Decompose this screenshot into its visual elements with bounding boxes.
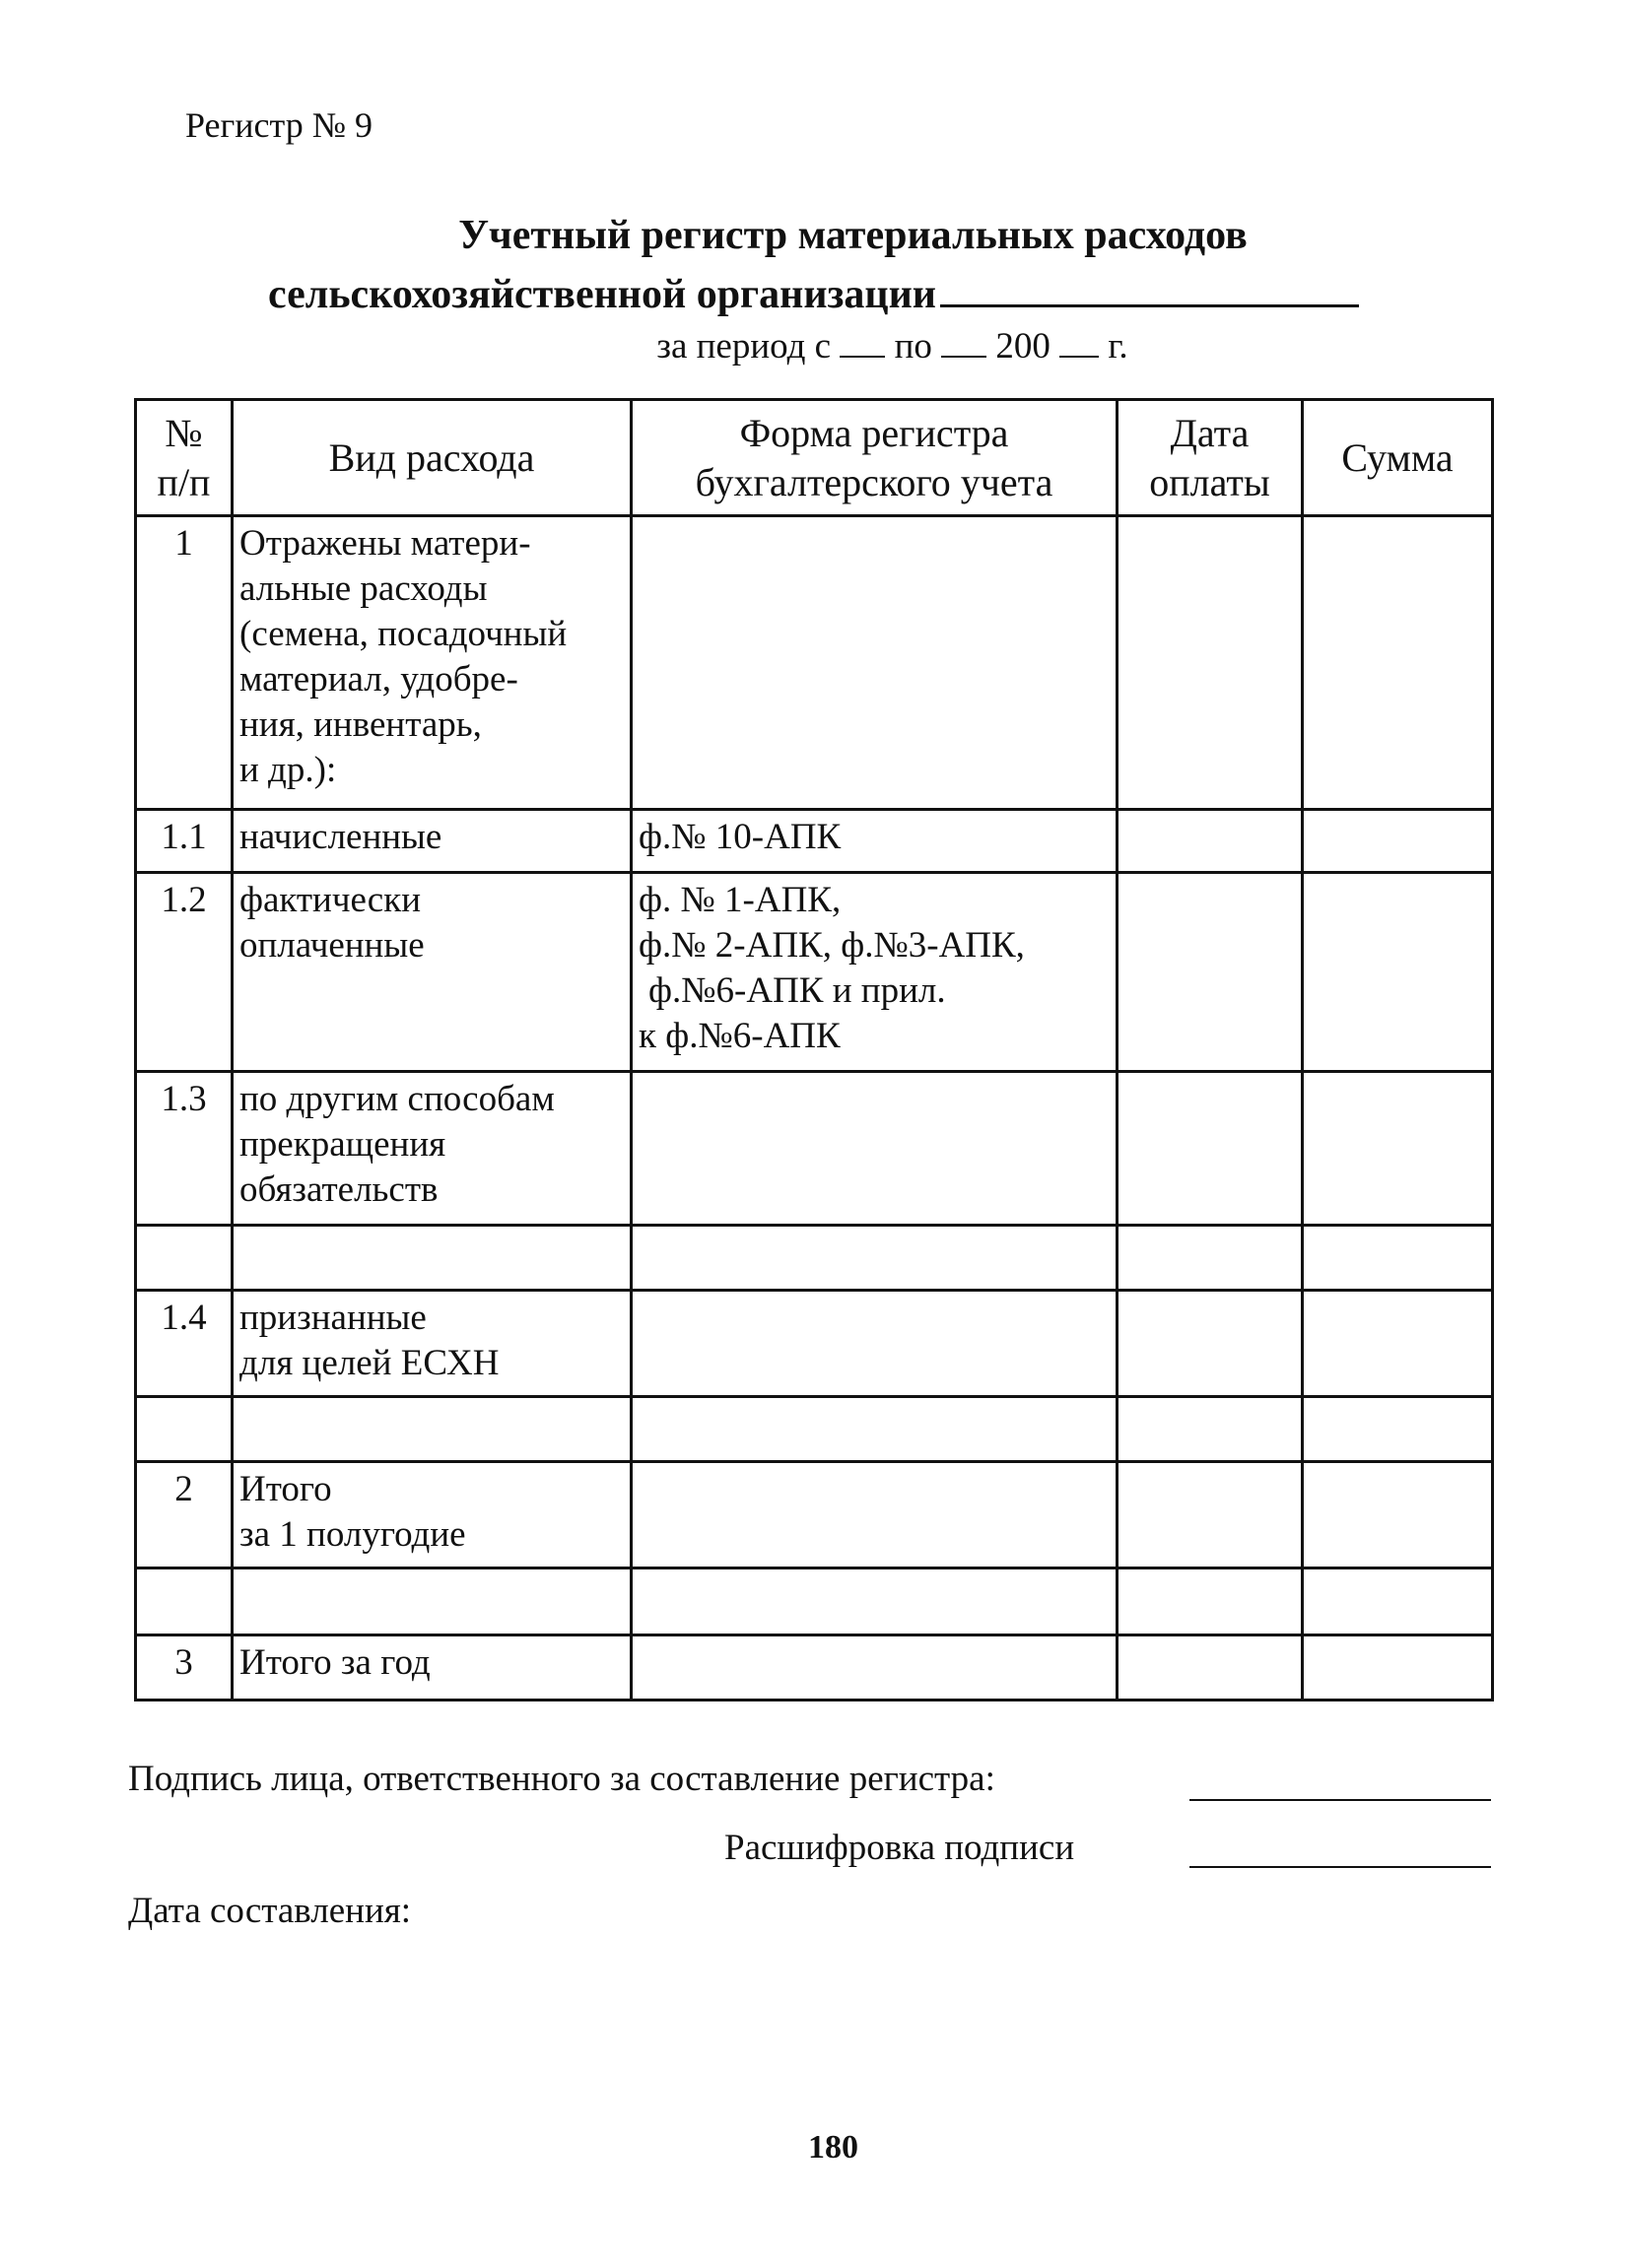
row-sum-cell[interactable]: [1303, 873, 1493, 1072]
header-date: [1118, 400, 1303, 516]
period-from-blank: [840, 326, 885, 358]
row-num-cell: 1: [136, 516, 233, 810]
row-num-cell: 1.1: [136, 810, 233, 873]
row-sum-cell[interactable]: [1303, 810, 1493, 873]
row-kind-cell: [233, 1291, 632, 1397]
row-form-cell: [632, 873, 1118, 1072]
row-form-cell: [632, 516, 1118, 810]
row-form-cell: [632, 1072, 1118, 1226]
row-sum-cell[interactable]: [1303, 1635, 1493, 1701]
header-form-line1: Форма регистра: [739, 410, 1009, 455]
row-form-cell: [632, 1226, 1118, 1291]
compilation-date-label: Дата составления:: [128, 1891, 412, 1931]
row-date-cell[interactable]: [1118, 1568, 1303, 1635]
header-form-line2: бухгалтерского учета: [695, 459, 1053, 504]
row-form-line: ф.№6-АПК и прил.: [648, 970, 946, 1011]
row-form-cell: [632, 1291, 1118, 1397]
row-date-cell[interactable]: [1118, 1462, 1303, 1568]
period-year: 200: [995, 326, 1051, 367]
row-kind-cell: [233, 1397, 632, 1462]
signature-decode-line: [1189, 1866, 1491, 1868]
row-sum-cell[interactable]: [1303, 1291, 1493, 1397]
period-suffix: г.: [1108, 326, 1128, 367]
row-sum-cell[interactable]: [1303, 1072, 1493, 1226]
header-sum: Сумма: [1303, 400, 1493, 516]
row-form-cell: [632, 810, 1118, 873]
row-date-cell[interactable]: [1118, 1291, 1303, 1397]
row-kind-cell: [233, 1226, 632, 1291]
row-form-cell: [632, 1635, 1118, 1701]
period-by: по: [894, 326, 932, 367]
row-kind-line: за 1 полугодие: [239, 1514, 466, 1555]
table-row: [136, 1397, 1493, 1462]
row-date-cell[interactable]: [1118, 1635, 1303, 1701]
row-kind-line: Отражены матери-: [239, 523, 531, 564]
table-row: [136, 873, 1493, 1072]
table-row: [136, 1635, 1493, 1701]
row-kind-line: и др.):: [239, 750, 337, 790]
table-row: [136, 1291, 1493, 1397]
table-row: [136, 1072, 1493, 1226]
row-kind-line: фактически: [239, 880, 422, 920]
row-form-cell: [632, 1568, 1118, 1635]
row-kind-line: для целей ЕСХН: [239, 1343, 500, 1383]
signature-line: [1189, 1799, 1491, 1801]
row-date-cell[interactable]: [1118, 1226, 1303, 1291]
header-kind: Вид расхода: [233, 400, 632, 516]
register-number: Регистр № 9: [185, 105, 373, 145]
row-form-cell: [632, 1397, 1118, 1462]
header-num-line1: №: [165, 410, 203, 455]
header-num: [136, 400, 233, 516]
row-num-cell: [136, 1397, 233, 1462]
document-title-line2: [0, 264, 1627, 325]
row-form-line: к ф.№6-АПК: [639, 1016, 841, 1056]
row-kind-cell: [233, 810, 632, 873]
document-title-line2-text: сельскохозяйственной организации: [267, 272, 936, 317]
row-date-cell[interactable]: [1118, 1397, 1303, 1462]
signature-label: Подпись лица, ответственного за составление регистра:: [128, 1759, 995, 1799]
row-num-cell: [136, 1226, 233, 1291]
row-kind-line: начисленные: [239, 817, 442, 857]
row-kind-cell: [233, 516, 632, 810]
row-form-cell: [632, 1462, 1118, 1568]
row-date-cell[interactable]: [1118, 1072, 1303, 1226]
row-kind-cell: [233, 873, 632, 1072]
table-row: [136, 1568, 1493, 1635]
row-date-cell[interactable]: [1118, 873, 1303, 1072]
row-num-cell: 3: [136, 1635, 233, 1701]
document-title-line1: Учетный регистр материальных расходов: [458, 213, 1248, 258]
row-form-line: ф.№ 10-АПК: [639, 817, 842, 857]
page-number: 180: [808, 2129, 858, 2166]
row-form-line: ф. № 1-АПК,: [639, 880, 842, 920]
row-kind-line: альные расходы: [239, 568, 488, 609]
period-to-blank: [941, 326, 986, 358]
row-kind-cell: [233, 1635, 632, 1701]
row-num-cell: [136, 1568, 233, 1635]
row-kind-line: Итого за год: [239, 1642, 431, 1683]
row-kind-line: Итого: [239, 1469, 332, 1509]
row-form-line: ф.№ 2-АПК, ф.№3-АПК,: [639, 925, 1025, 966]
row-sum-cell[interactable]: [1303, 516, 1493, 810]
row-kind-line: материал, удобре-: [239, 659, 518, 700]
row-date-cell[interactable]: [1118, 516, 1303, 810]
table-row: [136, 1226, 1493, 1291]
table-body: [136, 516, 1493, 1701]
row-num-cell: 1.4: [136, 1291, 233, 1397]
row-kind-cell: [233, 1462, 632, 1568]
row-num-cell: 1.3: [136, 1072, 233, 1226]
row-kind-line: прекращения: [239, 1124, 446, 1165]
header-date-line2: оплаты: [1149, 459, 1270, 504]
period-year-blank: [1059, 326, 1099, 358]
row-sum-cell[interactable]: [1303, 1462, 1493, 1568]
row-sum-cell[interactable]: [1303, 1226, 1493, 1291]
row-kind-cell: [233, 1568, 632, 1635]
row-kind-line: признанные: [239, 1298, 427, 1338]
row-kind-line: оплаченные: [239, 925, 425, 966]
period-prefix: за период с: [656, 326, 832, 367]
row-kind-line: ния, инвентарь,: [239, 704, 482, 745]
table-row: [136, 516, 1493, 810]
organization-name-blank: [940, 265, 1359, 307]
row-num-cell: 1.2: [136, 873, 233, 1072]
table-row: [136, 1462, 1493, 1568]
table-row: [136, 810, 1493, 873]
row-sum-cell[interactable]: [1303, 1568, 1493, 1635]
signature-decode-label: Расшифровка подписи: [724, 1828, 1075, 1868]
table-header-row: [136, 400, 1493, 516]
row-date-cell[interactable]: [1118, 810, 1303, 873]
row-kind-cell: [233, 1072, 632, 1226]
row-sum-cell[interactable]: [1303, 1397, 1493, 1462]
header-date-line1: Дата: [1170, 410, 1250, 455]
row-kind-line: обязательств: [239, 1169, 439, 1210]
header-form: [632, 400, 1118, 516]
row-num-cell: 2: [136, 1462, 233, 1568]
period-line: [0, 325, 1627, 367]
row-kind-line: по другим способам: [239, 1079, 555, 1119]
row-kind-line: (семена, посадочный: [239, 614, 568, 654]
register-table: [134, 398, 1494, 1701]
header-num-line2: п/п: [157, 459, 211, 504]
